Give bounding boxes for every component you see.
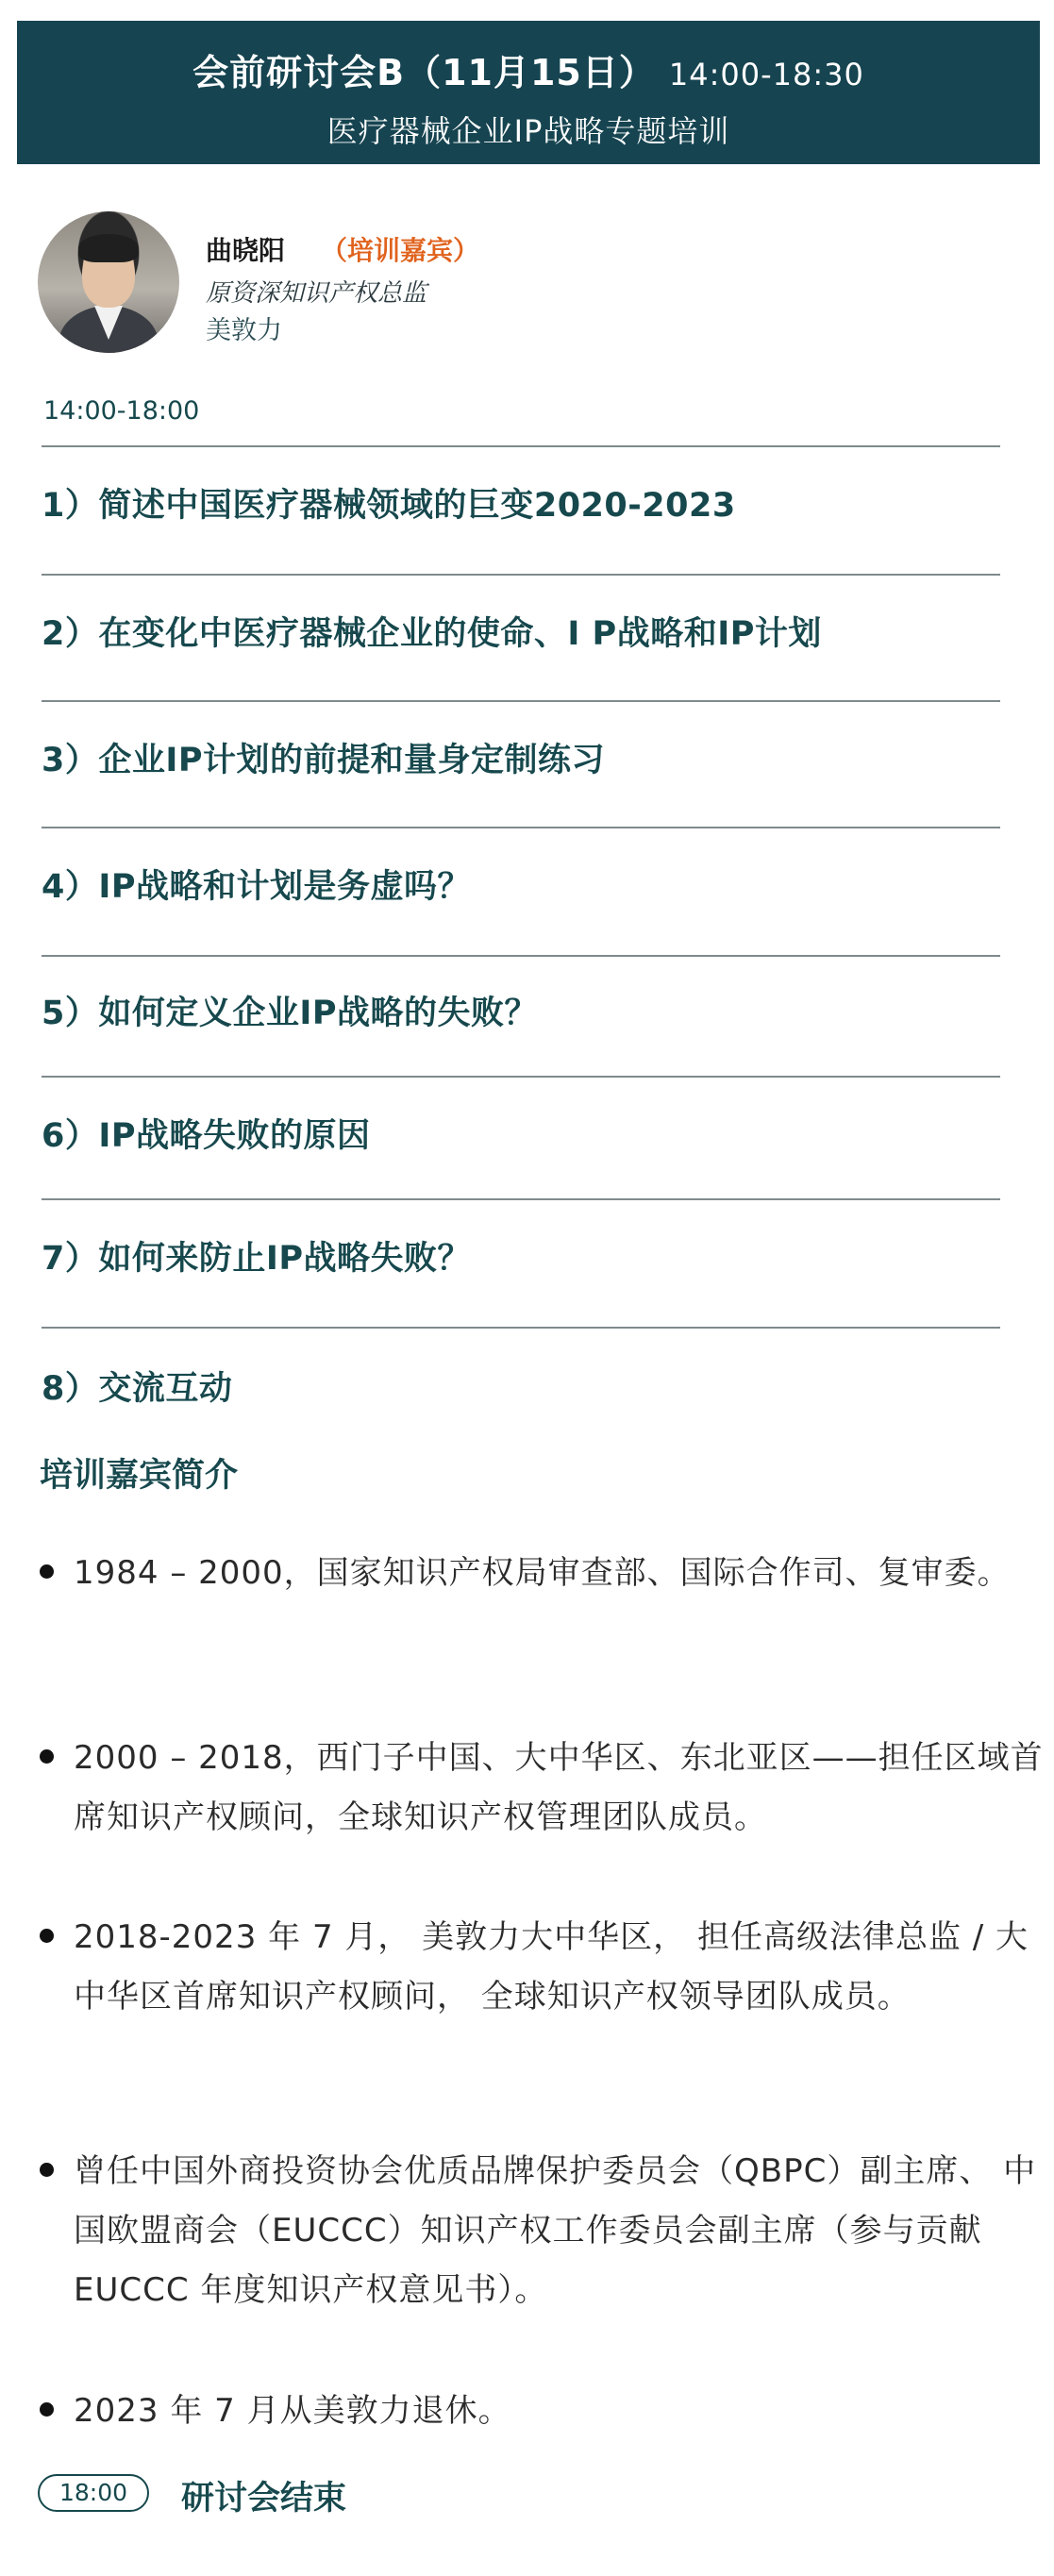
bullet-dot-icon bbox=[40, 2163, 54, 2177]
agenda-divider bbox=[42, 955, 1000, 957]
agenda-divider bbox=[42, 1198, 1000, 1200]
speaker-card bbox=[38, 211, 1019, 359]
agenda-item-7: 7）如何来防止IP战略失败？ bbox=[42, 1240, 472, 1278]
speaker-role: （培训嘉宾） bbox=[321, 235, 480, 266]
event-header-banner bbox=[17, 21, 1040, 164]
bio-item-text: 2000 – 2018，西门子中国、大中华区、东北亚区——担任区域首席知识产权顾问，全球知识产权管理团队成员。 bbox=[74, 1739, 1044, 1836]
event-subtitle: 医疗器械企业IP战略专题培训 bbox=[326, 113, 730, 149]
bio-item-text: 2023 年 7 月从美敦力退休。 bbox=[74, 2392, 511, 2430]
speaker-title: 原资深知识产权总监 bbox=[206, 279, 427, 308]
bullet-dot-icon bbox=[40, 2402, 54, 2417]
speaker-name: 曲晓阳 bbox=[206, 235, 286, 266]
bullet-dot-icon bbox=[40, 1564, 54, 1579]
agenda-item-8: 8）交流互动 bbox=[42, 1370, 233, 1408]
speaker-company: 美敦力 bbox=[206, 316, 282, 345]
agenda-item-6: 6）IP战略失败的原因 bbox=[42, 1117, 371, 1155]
agenda-divider bbox=[42, 700, 1000, 702]
agenda-item-3: 3）企业IP计划的前提和量身定制练习 bbox=[42, 742, 606, 779]
bio-item-text: 1984 – 2000，国家知识产权局审查部、国际合作司、复审委。 bbox=[74, 1554, 1011, 1592]
bio-item-text: 曾任中国外商投资协会优质品牌保护委员会（QBPC）副主席、 中国欧盟商会（EUCCC）知识产权工作委员会副主席（参与贡献 EUCCC 年度知识产权意见书）。 bbox=[74, 2152, 1037, 2309]
agenda-divider bbox=[42, 1327, 1000, 1329]
avatar-hair-shape bbox=[78, 234, 139, 262]
agenda-divider bbox=[42, 445, 1000, 447]
agenda-item-1: 1）简述中国医疗器械领域的巨变2020-2023 bbox=[42, 487, 736, 525]
event-title: 会前研讨会B（11月15日） bbox=[192, 52, 656, 93]
bullet-dot-icon bbox=[40, 1749, 54, 1764]
session-time: 14:00-18:00 bbox=[43, 396, 200, 426]
bio-item-text: 2018-2023 年 7 月， 美敦力大中华区， 担任高级法律总监 / 大中华区首席知识产权顾问， 全球知识产权领导团队成员。 bbox=[74, 1918, 1029, 2016]
agenda-item-5: 5）如何定义企业IP战略的失败？ bbox=[42, 995, 539, 1032]
closing-label: 研讨会结束 bbox=[181, 2480, 347, 2517]
bullet-dot-icon bbox=[40, 1929, 54, 1943]
agenda-divider bbox=[42, 574, 1000, 576]
agenda-divider bbox=[42, 1076, 1000, 1078]
agenda-item-2: 2）在变化中医疗器械企业的使命、I P战略和IP计划 bbox=[42, 615, 822, 653]
agenda-divider bbox=[42, 827, 1000, 828]
speaker-avatar bbox=[38, 211, 179, 353]
header-title-line bbox=[17, 43, 1040, 95]
event-time-range: 14:00-18:30 bbox=[668, 57, 864, 92]
bio-heading: 培训嘉宾简介 bbox=[40, 1457, 239, 1495]
agenda-item-4: 4）IP战略和计划是务虚吗？ bbox=[42, 868, 472, 906]
closing-time-badge: 18:00 bbox=[38, 2474, 149, 2512]
